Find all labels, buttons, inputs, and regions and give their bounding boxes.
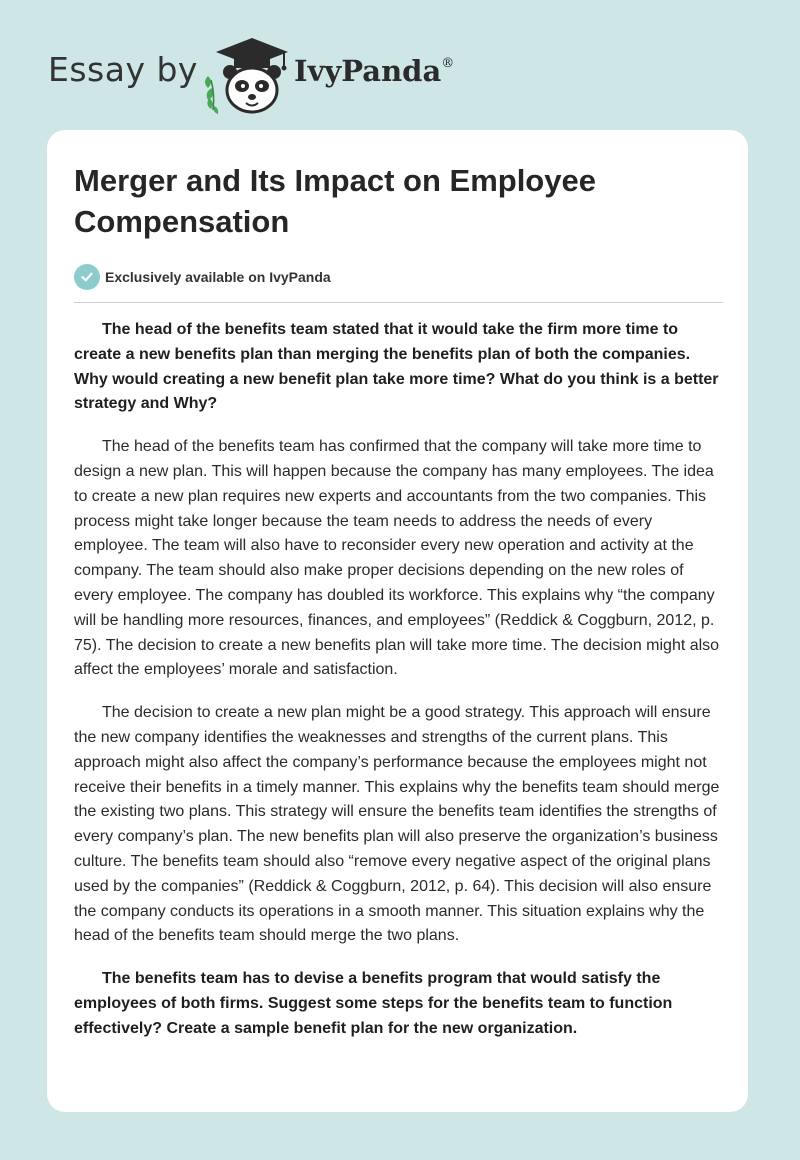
site-header	[48, 30, 548, 110]
page-title: Merger and Its Impact on Employee Compensation	[74, 163, 596, 239]
brand-name[interactable]: IvyPanda®	[294, 54, 455, 88]
essay-body	[74, 318, 725, 1060]
check-circle-icon	[74, 264, 100, 290]
body-paragraph: The head of the benefits team has confirmed that the company will take more time to design a new plan. This will happen because the company has many employees. The idea to create a new plan requires new experts and accountants from the two companies. This process might take longer because the team needs to address the needs of every employee. The team will also have to reconsider every new operation and activity at the company. The team should also make proper decisions depending on the new roles of every employee. The company has doubled its workforce. This explains why “the company will be handling more resources, finances, and employees” (Reddick & Coggburn, 2012, p. 75). The decision to create a new benefits plan will take more time. The decision might also affect the employees’ morale and satisfaction.	[74, 438, 720, 679]
exclusive-badge	[74, 263, 331, 291]
divider	[74, 302, 723, 303]
panda-logo-icon[interactable]	[200, 36, 292, 116]
badge-label: Exclusively available on IvyPanda	[105, 269, 331, 285]
question-paragraph: The benefits team has to devise a benefits program that would satisfy the employees of both firms. Suggest some steps for the benefits team to function effectively? Create a sample benefit plan for the new organization.	[74, 970, 673, 1037]
body-paragraph: The decision to create a new plan might be a good strategy. This approach will ensure the new company identifies the weaknesses and strengths of the current plans. This approach might also affect the company’s performance because the employees might not receive their benefits in a timely manner. This explains why the benefits team should merge the existing two plans. This strategy will ensure the benefits team identifies the strengths of every company’s plan. The new benefits plan will also preserve the organization’s business culture. The benefits team should also “remove every negative aspect of the original plans used by the companies” (Reddick & Coggburn, 2012, p. 64). This decision will also ensure the company conducts its operations in a smooth manner. This situation explains why the head of the benefits team should merge the two plans.	[74, 704, 720, 945]
essay-card	[47, 130, 748, 1112]
registered-mark: ®	[441, 56, 455, 71]
essay-by-label: Essay by	[48, 50, 198, 89]
question-paragraph: The head of the benefits team stated that it would take the firm more time to create a new benefits plan than merging the benefits plan of both the companies. Why would creating a new benefit plan take more time? What do you think is a better strategy and Why?	[74, 321, 719, 413]
